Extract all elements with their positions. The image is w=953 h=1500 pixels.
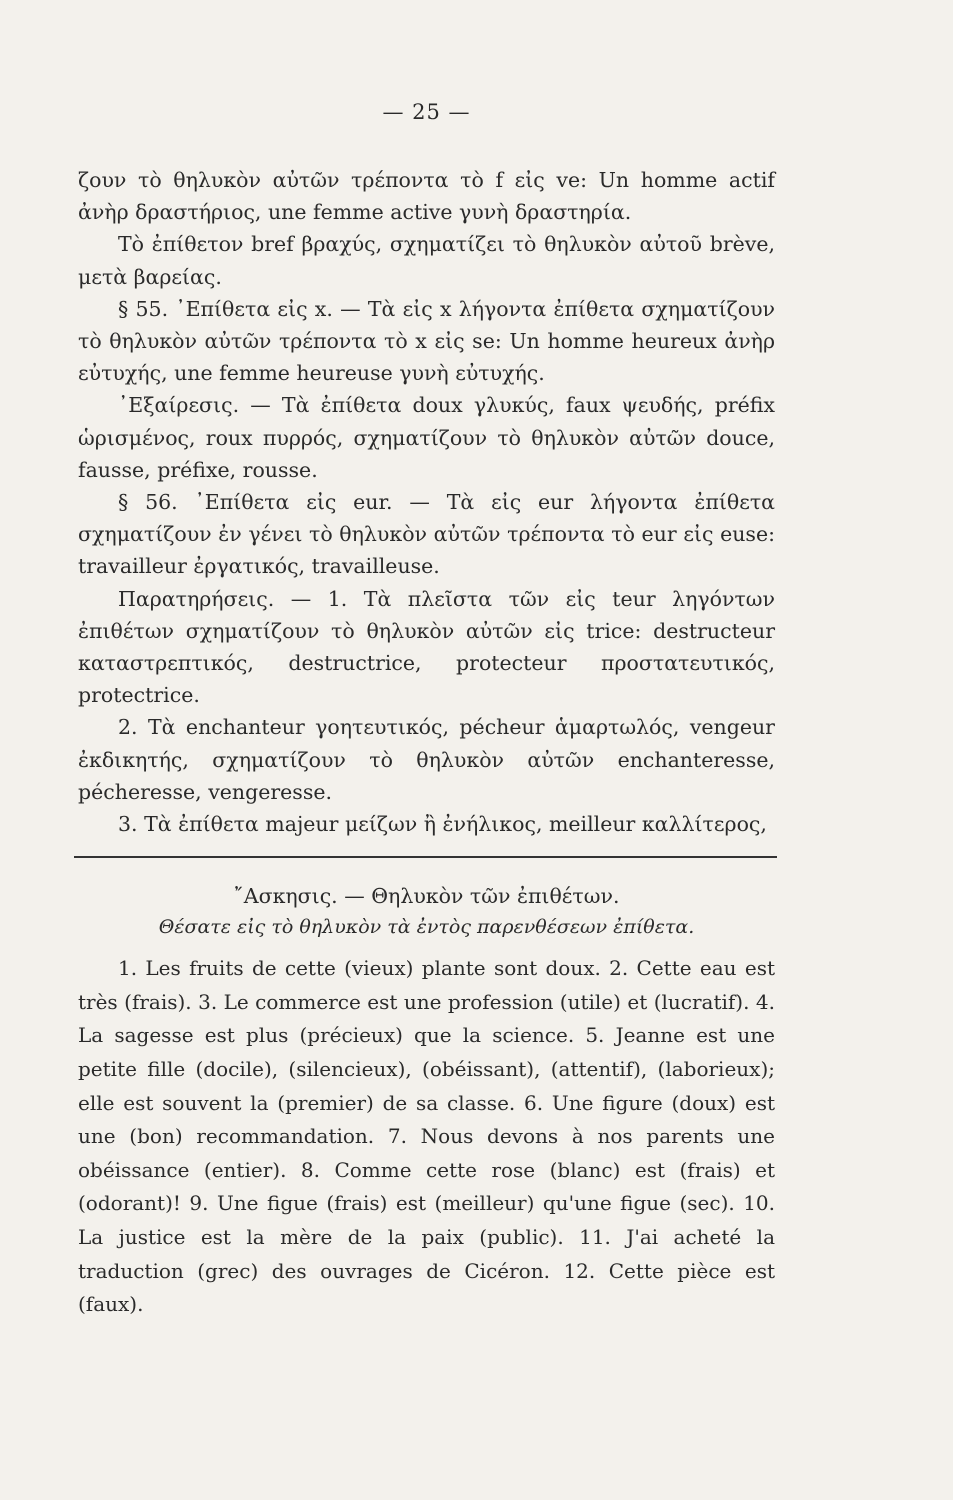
paragraph-bref: Τὸ ἐπίθετον bref βραχύς, σχηματίζει τὸ θηλυκὸν αὐτοῦ brève, μετὰ βαρείας. bbox=[78, 232, 775, 289]
exercise-title: ῎Ασκησις. — Θηλυκὸν τῶν ἐπιθέτων. bbox=[233, 884, 620, 909]
exercise-sentences: 1. Les fruits de cette (vieux) plante sont doux. 2. Cette eau est très (frais). 3. Le commerce est une profession (utile) et (lucratif). 4. La sagesse est plus (précieux) que la science. 5. Jeanne est une petite fille (docile), (silencieux), (obéissant), (attentif), (laborieux); elle est souvent la (premier) de sa classe. 6. Une figure (doux) est une (bon) recommandation. 7. Nous devons à nos parents une obéissance (entier). 8. Comme cette rose (blanc) est (frais) et (odorant)! 9. Une figue (frais) est (meilleur) qu'une figue (sec). 10. La justice est la mère de la paix (public). 11. J'ai acheté la traduction (grec) des ouvrages de Cicéron. 12. Cette pièce est (faux). bbox=[78, 956, 775, 1317]
remarks-3: 3. Τὰ ἐπίθετα majeur μείζων ἢ ἐνήλικος, meilleur καλλίτερος, bbox=[118, 812, 767, 837]
section-55: § 55. ᾿Επίθετα εἰς x. — Τὰ εἰς x λήγοντα ἐπίθετα σχηματίζουν τὸ θηλυκὸν αὐτῶν τρέποντα τὸ x εἰς se: Un homme heureux ἀνὴρ εὐτυχής, une femme heureuse γυνὴ εὐτυχής. bbox=[78, 296, 775, 386]
remarks-1: Παρατηρήσεις. — 1. Τὰ πλεῖστα τῶν εἰς teur ληγόντων ἐπιθέτων σχηματίζουν τὸ θηλυκὸν αὐτῶν εἰς trice: destructeur καταστρεπτικός, destructrice, protecteur προστατευτικός, protectrice. bbox=[78, 586, 775, 708]
exercise-instruction: Θέσατε εἰς τὸ θηλυκὸν τὰ ἐντὸς παρενθέσεων ἐπίθετα. bbox=[158, 916, 695, 939]
paragraph-continuation: ζουν τὸ θηλυκὸν αὐτῶν τρέποντα τὸ f εἰς ve: Un homme actif ἀνὴρ δραστήριος, une femme active γυνὴ δραστηρία. bbox=[78, 168, 775, 225]
horizontal-rule bbox=[74, 856, 777, 858]
section-56: § 56. ᾿Επίθετα εἰς eur. — Τὰ εἰς eur λήγοντα ἐπίθετα σχηματίζουν ἐν γένει τὸ θηλυκὸν αὐτῶν τρέποντα τὸ eur εἰς euse: travailleur ἐργατικός, travailleuse. bbox=[78, 490, 775, 579]
remarks-2: 2. Τὰ enchanteur γοητευτικός, pécheur ἁμαρτωλός, vengeur ἐκδικητής, σχηματίζουν τὸ θηλυκὸν αὐτῶν enchanteresse, pécheresse, vengeresse. bbox=[78, 715, 775, 804]
grammar-text bbox=[78, 164, 775, 840]
exercise-body bbox=[78, 952, 775, 1322]
page-number: — 25 — bbox=[382, 100, 471, 124]
exception-paragraph: ᾿Εξαίρεσις. — Τὰ ἐπίθετα doux γλυκύς, faux ψευδής, préfix ὡρισμένος, roux πυρρός, σχηματίζουν τὸ θηλυκὸν αὐτῶν douce, fausse, préfixe, rousse. bbox=[78, 393, 775, 482]
